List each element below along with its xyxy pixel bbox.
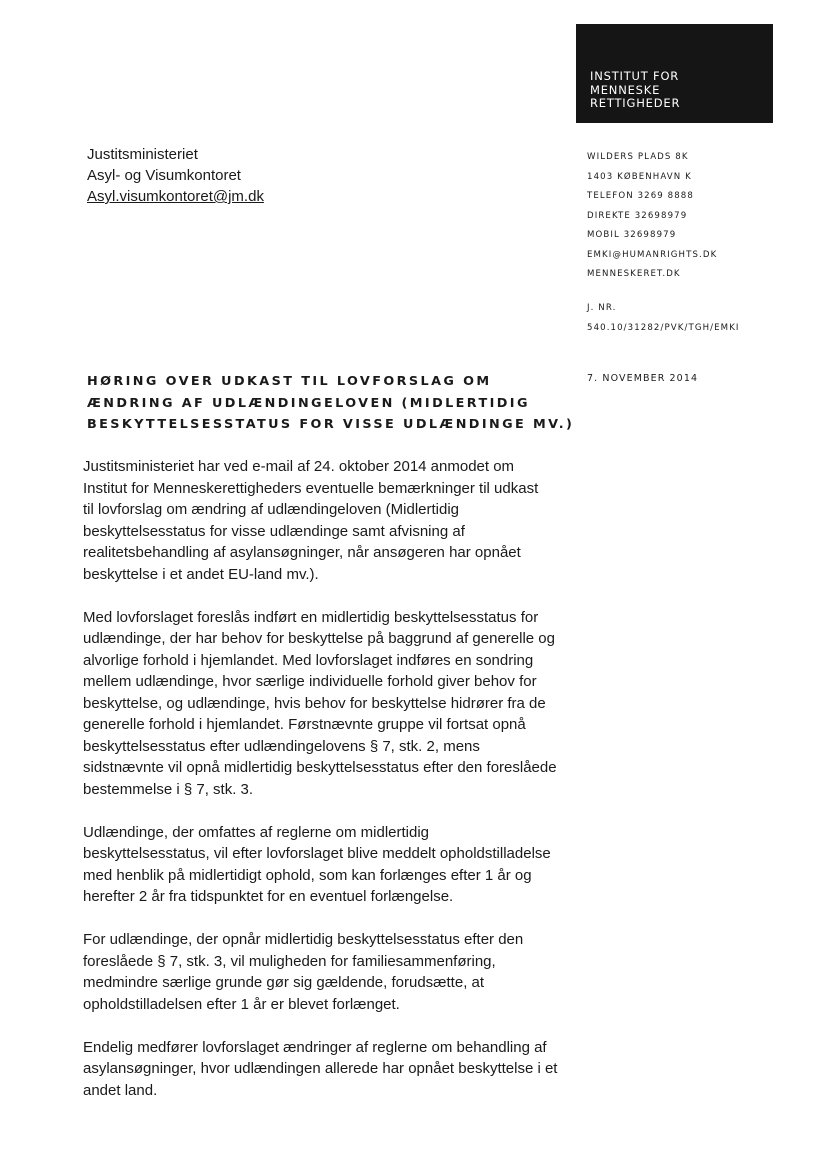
text-line: beskyttelsesstatus for visse udlændinge samt afvisning af <box>83 522 465 540</box>
heading-line: ÆNDRING AF UDLÆNDINGELOVEN (MIDLERTIDIG <box>87 395 530 411</box>
letter-body <box>83 456 583 1123</box>
text-line: Endelig medfører lovforslaget ændringer af reglerne om behandling af <box>83 1038 547 1056</box>
sender-mobile: MOBIL 32698979 <box>587 230 677 240</box>
heading-line: BESKYTTELSESSTATUS FOR VISSE UDLÆNDINGE MV.) <box>87 417 575 432</box>
text-line: Med lovforslaget foreslås indført en midlertidig beskyttelsesstatus for <box>83 608 539 626</box>
text-line: foreslåede § 7, stk. 3, vil muligheden for familiesammenføring, <box>83 952 496 970</box>
body-paragraph <box>83 1037 583 1102</box>
text-line: bestemmelse i § 7, stk. 3. <box>83 780 254 798</box>
text-line: med henblik på midlertidigt ophold, som kan forlænges efter 1 år og <box>83 866 532 884</box>
text-line: alvorlige forhold i hjemlandet. Med lovforslaget indføres en sondring <box>83 651 534 669</box>
journal-number: 540.10/31282/PVK/TGH/EMKI <box>587 322 740 333</box>
text-line: udlændinge, der har behov for beskyttelse på baggrund af generelle og <box>83 630 555 647</box>
text-line: beskyttelse i et andet EU-land mv.). <box>83 565 319 583</box>
text-line: Justitsministeriet har ved e-mail af 24. oktober 2014 anmodet om <box>83 458 515 475</box>
journal-label: J. NR. <box>587 303 617 313</box>
recipient-address <box>87 144 264 207</box>
logo-line: RETTIGHEDER <box>590 96 681 110</box>
sender-email: EMKI@HUMANRIGHTS.DK <box>587 249 718 260</box>
text-line: beskyttelse, og udlændinge, hvis behov for beskyttelse hidrører fra de <box>83 694 546 712</box>
institute-logo <box>576 24 773 123</box>
text-line: beskyttelsesstatus efter udlændingelovens § 7, stk. 2, mens <box>83 737 480 755</box>
text-line: mellem udlændinge, hvor særlige individuelle forhold giver behov for <box>83 673 537 690</box>
sender-city: 1403 KØBENHAVN K <box>587 171 692 182</box>
sender-website: MENNESKERET.DK <box>587 269 681 279</box>
text-line: Institut for Menneskerettigheders eventuelle bemærkninger til udkast <box>83 479 539 497</box>
text-line: til lovforslag om ændring af udlændingeloven (Midlertidig <box>83 501 460 518</box>
text-line: Udlændinge, der omfattes af reglerne om midlertidig <box>83 823 430 841</box>
recipient-name: Justitsministeriet <box>87 146 198 163</box>
body-paragraph <box>83 607 583 801</box>
heading-line: HØRING OVER UDKAST TIL LOVFORSLAG OM <box>87 374 492 389</box>
text-line: asylansøgninger, hvor udlændingen allerede har opnået beskyttelse i et <box>83 1060 558 1077</box>
sender-contact-block <box>587 148 717 285</box>
logo-line: INSTITUT FOR <box>590 69 680 83</box>
body-paragraph <box>83 822 583 908</box>
text-line: For udlændinge, der opnår midlertidig beskyttelsesstatus efter den <box>83 931 524 948</box>
text-line: opholdstilladelsen efter 1 år er blevet forlænget. <box>83 995 400 1013</box>
text-line: herefter 2 år fra tidspunktet for en eventuel forlængelse. <box>83 888 454 905</box>
text-line: sidstnævnte vil opnå midlertidig beskyttelsesstatus efter den foreslåede <box>83 759 557 776</box>
logo-line: MENNESKE <box>590 82 661 97</box>
recipient-department: Asyl- og Visumkontoret <box>87 167 241 184</box>
sender-address: WILDERS PLADS 8K <box>587 152 689 162</box>
sender-direct-phone: DIREKTE 32698979 <box>587 210 688 221</box>
text-line: beskyttelsesstatus, vil efter lovforslaget blive meddelt opholdstilladelse <box>83 845 551 862</box>
body-paragraph <box>83 929 583 1015</box>
recipient-email-link[interactable]: Asyl.visumkontoret@jm.dk <box>87 188 264 205</box>
text-line: andet land. <box>83 1081 158 1099</box>
sender-phone: TELEFON 3269 8888 <box>587 191 694 201</box>
text-line: generelle forhold i hjemlandet. Førstnævnte gruppe vil fortsat opnå <box>83 716 526 733</box>
text-line: realitetsbehandling af asylansøgninger, når ansøgeren har opnået <box>83 544 521 561</box>
letter-date: 7. NOVEMBER 2014 <box>587 373 699 384</box>
journal-number-block <box>587 299 740 338</box>
letter-heading <box>87 371 587 436</box>
body-paragraph <box>83 456 583 585</box>
text-line: medmindre særlige grunde gør sig gældende, forudsætte, at <box>83 974 485 991</box>
